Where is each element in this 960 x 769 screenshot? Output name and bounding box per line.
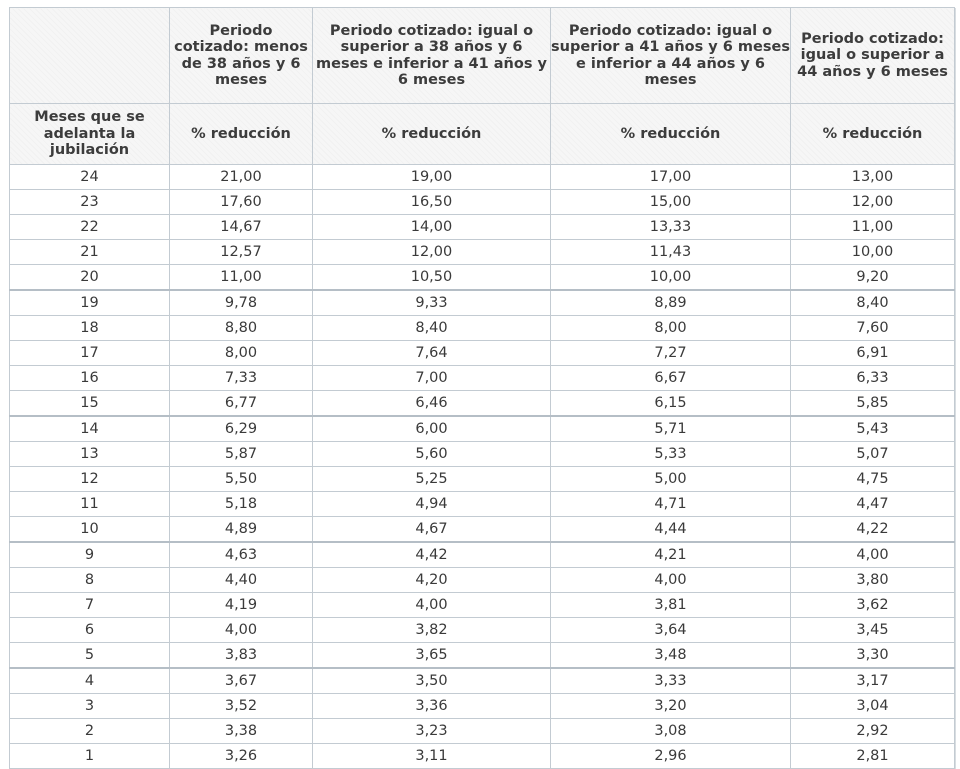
reduction-cell: 3,33	[551, 668, 791, 694]
reduction-cell: 8,80	[170, 316, 313, 341]
reduction-cell: 8,40	[791, 290, 955, 316]
header-months-early: Meses que se adelanta la jubilación	[10, 104, 170, 165]
reduction-cell: 15,00	[551, 190, 791, 215]
header-reduction-col2: % reducción	[313, 104, 551, 165]
reduction-cell: 5,33	[551, 442, 791, 467]
reduction-cell: 3,65	[313, 643, 551, 669]
reduction-cell: 21,00	[170, 165, 313, 190]
months-cell: 14	[10, 416, 170, 442]
reduction-cell: 11,43	[551, 240, 791, 265]
reduction-cell: 13,33	[551, 215, 791, 240]
months-cell: 24	[10, 165, 170, 190]
reduction-cell: 3,48	[551, 643, 791, 669]
reduction-cell: 3,62	[791, 593, 955, 618]
table-row	[10, 366, 955, 391]
header-row-units	[10, 104, 955, 165]
reduction-cell: 6,46	[313, 391, 551, 417]
reduction-cell: 3,83	[170, 643, 313, 669]
reduction-cell: 4,94	[313, 492, 551, 517]
reduction-cell: 4,00	[170, 618, 313, 643]
months-cell: 23	[10, 190, 170, 215]
reduction-cell: 9,33	[313, 290, 551, 316]
reduction-cell: 16,50	[313, 190, 551, 215]
reduction-cell: 4,67	[313, 517, 551, 543]
reduction-cell: 7,64	[313, 341, 551, 366]
months-cell: 19	[10, 290, 170, 316]
reduction-cell: 3,52	[170, 694, 313, 719]
reduction-cell: 3,30	[791, 643, 955, 669]
months-cell: 20	[10, 265, 170, 291]
table-row	[10, 668, 955, 694]
table-row	[10, 190, 955, 215]
reduction-cell: 14,67	[170, 215, 313, 240]
reduction-cell: 8,00	[551, 316, 791, 341]
reduction-cell: 3,36	[313, 694, 551, 719]
months-cell: 5	[10, 643, 170, 669]
reduction-cell: 6,29	[170, 416, 313, 442]
reduction-cell: 12,57	[170, 240, 313, 265]
months-cell: 18	[10, 316, 170, 341]
reduction-cell: 3,23	[313, 719, 551, 744]
reduction-cell: 3,81	[551, 593, 791, 618]
reduction-cell: 2,81	[791, 744, 955, 769]
reduction-cell: 5,71	[551, 416, 791, 442]
table-row	[10, 240, 955, 265]
months-cell: 17	[10, 341, 170, 366]
months-cell: 22	[10, 215, 170, 240]
reduction-cell: 3,20	[551, 694, 791, 719]
table-row	[10, 341, 955, 366]
header-period-under-38-5: Periodo cotizado: menos de 38 años y 6 meses	[170, 8, 313, 104]
table-row	[10, 542, 955, 568]
reduction-cell: 11,00	[170, 265, 313, 291]
reduction-cell: 13,00	[791, 165, 955, 190]
months-cell: 3	[10, 694, 170, 719]
header-period-44-5-plus: Periodo cotizado: igual o superior a 44 años y 6 meses	[791, 8, 955, 104]
reduction-cell: 5,50	[170, 467, 313, 492]
table-row	[10, 643, 955, 669]
reduction-cell: 3,26	[170, 744, 313, 769]
table-row	[10, 593, 955, 618]
table-row	[10, 391, 955, 417]
reduction-cell: 4,40	[170, 568, 313, 593]
reduction-cell: 3,04	[791, 694, 955, 719]
reduction-cell: 6,15	[551, 391, 791, 417]
early-retirement-reduction-table	[9, 7, 955, 769]
reduction-cell: 5,00	[551, 467, 791, 492]
reduction-cell: 4,22	[791, 517, 955, 543]
reduction-cell: 4,21	[551, 542, 791, 568]
reduction-cell: 3,45	[791, 618, 955, 643]
reduction-cell: 19,00	[313, 165, 551, 190]
reduction-cell: 6,67	[551, 366, 791, 391]
header-period-38-5-to-41-5: Periodo cotizado: igual o superior a 38 años y 6 meses e inferior a 41 años y 6 meses	[313, 8, 551, 104]
reduction-cell: 5,60	[313, 442, 551, 467]
reduction-cell: 4,75	[791, 467, 955, 492]
months-cell: 8	[10, 568, 170, 593]
reduction-cell: 7,33	[170, 366, 313, 391]
months-cell: 11	[10, 492, 170, 517]
reduction-cell: 3,50	[313, 668, 551, 694]
table-row	[10, 165, 955, 190]
months-cell: 13	[10, 442, 170, 467]
reduction-cell: 14,00	[313, 215, 551, 240]
reduction-cell: 3,17	[791, 668, 955, 694]
table-body	[10, 165, 955, 769]
table-row	[10, 568, 955, 593]
reduction-cell: 4,00	[791, 542, 955, 568]
months-cell: 10	[10, 517, 170, 543]
table-row	[10, 744, 955, 769]
months-cell: 1	[10, 744, 170, 769]
table-row	[10, 517, 955, 543]
table-row	[10, 316, 955, 341]
reduction-cell: 10,00	[551, 265, 791, 291]
reduction-cell: 4,20	[313, 568, 551, 593]
reduction-cell: 5,43	[791, 416, 955, 442]
table-row	[10, 290, 955, 316]
reduction-cell: 5,87	[170, 442, 313, 467]
reduction-cell: 4,00	[313, 593, 551, 618]
reduction-cell: 10,00	[791, 240, 955, 265]
reduction-cell: 4,44	[551, 517, 791, 543]
reduction-cell: 12,00	[313, 240, 551, 265]
header-row-periods	[10, 8, 955, 104]
table-row	[10, 467, 955, 492]
months-cell: 6	[10, 618, 170, 643]
reduction-cell: 5,18	[170, 492, 313, 517]
reduction-cell: 6,00	[313, 416, 551, 442]
header-empty-corner	[10, 8, 170, 104]
reduction-cell: 4,42	[313, 542, 551, 568]
table-row	[10, 442, 955, 467]
reduction-cell: 7,27	[551, 341, 791, 366]
reduction-cell: 10,50	[313, 265, 551, 291]
reduction-cell: 12,00	[791, 190, 955, 215]
months-cell: 2	[10, 719, 170, 744]
reduction-cell: 5,85	[791, 391, 955, 417]
table-row	[10, 265, 955, 291]
reduction-cell: 3,80	[791, 568, 955, 593]
reduction-cell: 7,60	[791, 316, 955, 341]
header-reduction-col1: % reducción	[170, 104, 313, 165]
reduction-cell: 2,92	[791, 719, 955, 744]
table-row	[10, 719, 955, 744]
reduction-cell: 7,00	[313, 366, 551, 391]
months-cell: 9	[10, 542, 170, 568]
reduction-cell: 9,78	[170, 290, 313, 316]
months-cell: 15	[10, 391, 170, 417]
reduction-cell: 3,82	[313, 618, 551, 643]
reduction-cell: 4,00	[551, 568, 791, 593]
reduction-cell: 4,71	[551, 492, 791, 517]
reduction-cell: 11,00	[791, 215, 955, 240]
table-row	[10, 416, 955, 442]
reduction-cell: 5,07	[791, 442, 955, 467]
months-cell: 12	[10, 467, 170, 492]
reduction-cell: 17,60	[170, 190, 313, 215]
reduction-cell: 4,89	[170, 517, 313, 543]
reduction-cell: 3,64	[551, 618, 791, 643]
reduction-cell: 4,47	[791, 492, 955, 517]
reduction-table-container	[9, 7, 954, 769]
header-reduction-col3: % reducción	[551, 104, 791, 165]
months-cell: 21	[10, 240, 170, 265]
reduction-cell: 8,00	[170, 341, 313, 366]
table-row	[10, 215, 955, 240]
table-row	[10, 492, 955, 517]
reduction-cell: 6,77	[170, 391, 313, 417]
reduction-cell: 3,11	[313, 744, 551, 769]
reduction-cell: 17,00	[551, 165, 791, 190]
reduction-cell: 8,89	[551, 290, 791, 316]
reduction-cell: 4,19	[170, 593, 313, 618]
months-cell: 16	[10, 366, 170, 391]
reduction-cell: 6,91	[791, 341, 955, 366]
reduction-cell: 8,40	[313, 316, 551, 341]
table-row	[10, 694, 955, 719]
reduction-cell: 3,38	[170, 719, 313, 744]
reduction-cell: 3,08	[551, 719, 791, 744]
reduction-cell: 5,25	[313, 467, 551, 492]
months-cell: 7	[10, 593, 170, 618]
reduction-cell: 6,33	[791, 366, 955, 391]
months-cell: 4	[10, 668, 170, 694]
header-reduction-col4: % reducción	[791, 104, 955, 165]
reduction-cell: 9,20	[791, 265, 955, 291]
header-period-41-5-to-44-5: Periodo cotizado: igual o superior a 41 años y 6 meses e inferior a 44 años y 6 meses	[551, 8, 791, 104]
reduction-cell: 4,63	[170, 542, 313, 568]
reduction-cell: 3,67	[170, 668, 313, 694]
table-row	[10, 618, 955, 643]
reduction-cell: 2,96	[551, 744, 791, 769]
